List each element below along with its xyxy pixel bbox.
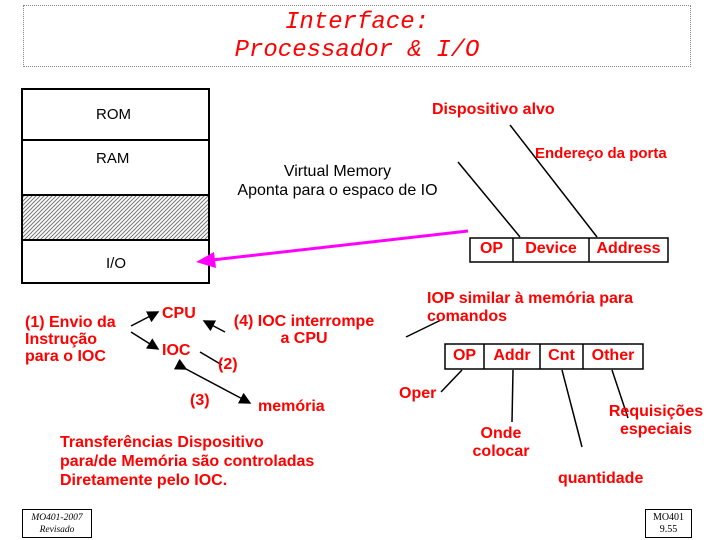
title-line-2: Processador & I/O (234, 37, 480, 64)
hatched-region (22, 195, 209, 240)
ram-region (22, 140, 209, 195)
format1-field-op: OP (479, 240, 504, 257)
title-line-1: Interface: (284, 9, 430, 36)
arrow-envio-ioc (131, 332, 158, 349)
step3-label: (3) (190, 392, 210, 409)
step2-label: (2) (218, 356, 238, 373)
ioc-interrompe-label: (4) IOC interrompe a CPU (233, 313, 375, 347)
requisicoes-label: Requisições especiais (608, 403, 704, 438)
io-label: I/O (106, 255, 127, 272)
magenta-arrow-line (212, 231, 468, 260)
format2-field-op: OP (452, 347, 477, 364)
format1-field-address: Address (596, 240, 661, 257)
line-oper-op (441, 370, 462, 392)
ram-label: RAM (96, 150, 130, 167)
dispositivo-alvo-label: Dispositivo alvo (432, 101, 555, 118)
memoria-label: memória (258, 398, 325, 415)
envio-instrucao-label: (1) Envio da Instrução para o IOC (25, 314, 116, 365)
transferencias-label: Transferências Dispositivo para/de Memória são controladas Diretamente pelo IOC. (60, 434, 315, 489)
cpu-label: CPU (162, 305, 196, 322)
format2-field-other: Other (591, 347, 635, 364)
line-quantidade-cnt (562, 370, 582, 447)
virtual-memory-label: Virtual Memory Aponta para o espaco de IO (237, 163, 438, 199)
format2-field-addr: Addr (493, 347, 531, 364)
arrow-interrompe-cpu (204, 321, 225, 332)
line-dispositivo-address (510, 125, 597, 237)
iop-similar-label: IOP similar à memória para comandos (427, 290, 634, 325)
footer-course-badge: MO401-2007 Revisado (22, 509, 92, 538)
quantidade-label: quantidade (558, 470, 644, 487)
line-onde-addr (512, 370, 513, 422)
endereco-porta-label: Endereço da porta (535, 145, 667, 162)
arrow-envio-cpu (131, 312, 158, 326)
rom-label: ROM (96, 106, 131, 123)
onde-colocar-label: Onde colocar (472, 425, 530, 460)
format1-field-device: Device (525, 240, 577, 257)
oper-label: Oper (399, 385, 437, 402)
format2-field-cnt: Cnt (548, 347, 575, 364)
footer-slide-number: MO401 9.55 (645, 509, 692, 538)
ioc-label: IOC (162, 342, 191, 359)
